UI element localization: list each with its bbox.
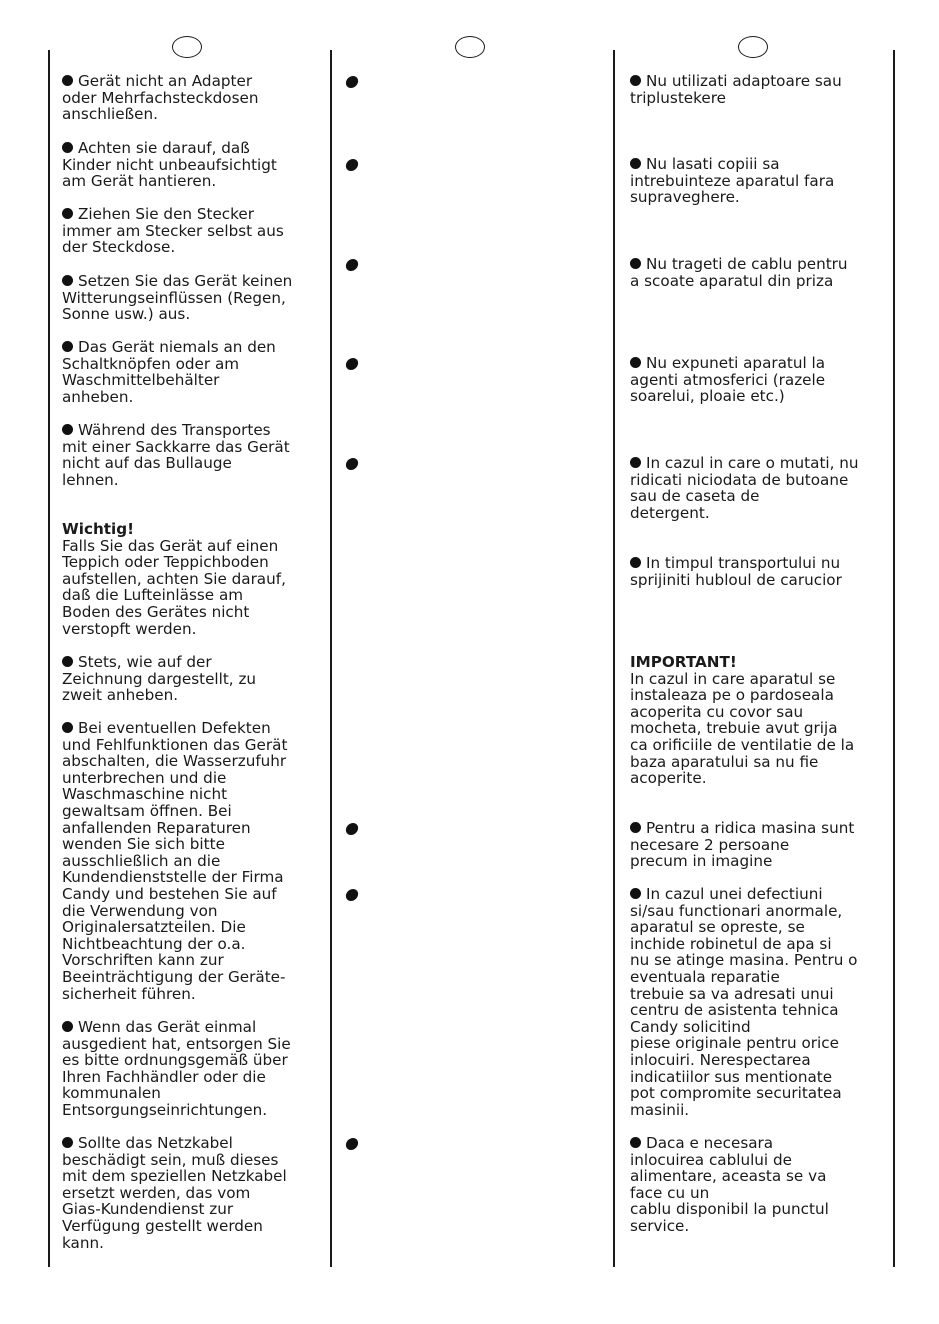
german-item: Bei eventuellen Defekten und Fehlfunktionen das Gerät abschalten, die Wasserzufuhr unterbrechen und die Waschmaschine nicht gewaltsam öffnen. Bei anfallenden Reparaturen wenden Sie sich bitte ausschließlich an die Kundendienststelle der Firma Candy und bestehen Sie auf die Verwendung von Originalersatzteilen. Die Nichtbeachtung der o.a. Vorschriften kann zur Beeinträchtigung der Geräte- sicherheit führen.	[62, 719, 288, 1003]
bullet-icon	[62, 1021, 73, 1032]
romanian-important-text: In cazul in care aparatul se instaleaza pe o pardoseala acoperita cu covor sau mocheta, trebuie avut grija ca orificiile de ventilatie de la baza aparatului sa nu fie acoperite.	[630, 669, 855, 788]
middle-bullet-icon	[345, 889, 359, 901]
column-divider-middle-left	[330, 50, 332, 1267]
middle-bullet-icon	[345, 1138, 359, 1150]
bullet-icon	[630, 457, 641, 468]
bullet-icon	[62, 656, 73, 667]
middle-bullet-icon	[345, 458, 359, 470]
romanian-item: Daca e necesara inlocuirea cablului de alimentare, aceasta se va face cu un cablu disponibil la punctul service.	[630, 1134, 829, 1235]
german-item: Während des Transportes mit einer Sackkarre das Gerät nicht auf das Bullauge lehnen.	[62, 421, 290, 489]
german-important-title: Wichtig!	[62, 520, 135, 538]
middle-bullet-icon	[345, 823, 359, 835]
column-divider-left	[48, 50, 50, 1267]
german-item: Gerät nicht an Adapter oder Mehrfachsteckdosen anschließen.	[62, 72, 259, 124]
bullet-icon	[630, 1137, 641, 1148]
language-badge-german	[172, 36, 202, 58]
bullet-icon	[630, 158, 641, 169]
romanian-important-title: IMPORTANT!	[630, 653, 737, 671]
bullet-icon	[630, 822, 641, 833]
bullet-icon	[630, 357, 641, 368]
bullet-icon	[62, 142, 73, 153]
romanian-item: In cazul unei defectiuni si/sau functionari anormale, aparatul se opreste, se inchide robinetul de apa si nu se atinge masina. Pentru o eventuala reparatie trebuie sa va adresati unui centru de asistenta tehnica Candy solicitind piese originale pentru orice inlocuiri. Nerespectarea indicatiilor sus mentionate pot compromite securitatea masinii.	[630, 885, 858, 1119]
bullet-icon	[62, 275, 73, 286]
middle-bullet-icon	[345, 259, 359, 271]
romanian-item: Nu utilizati adaptoare sau triplustekere	[630, 72, 842, 107]
romanian-item: Nu lasati copiii sa intrebuinteze aparatul fara supraveghere.	[630, 155, 835, 207]
german-important	[62, 521, 324, 637]
bullet-icon	[630, 888, 641, 899]
romanian-important	[630, 654, 892, 787]
bullet-icon	[630, 75, 641, 86]
middle-bullet-icon	[345, 76, 359, 88]
romanian-item: Nu expuneti aparatul la agenti atmosferici (razele soarelui, ploaie etc.)	[630, 354, 826, 406]
bullet-icon	[62, 341, 73, 352]
german-item: Ziehen Sie den Stecker immer am Stecker selbst aus der Steckdose.	[62, 205, 284, 257]
bullet-icon	[630, 258, 641, 269]
german-item: Das Gerät niemals an den Schaltknöpfen oder am Waschmittelbehälter anheben.	[62, 338, 276, 406]
german-item: Sollte das Netzkabel beschädigt sein, muß dieses mit dem speziellen Netzkabel ersetzt werden, das vom Gias-Kundendienst zur Verfügung gestellt werden kann.	[62, 1134, 287, 1252]
german-important-text: Falls Sie das Gerät auf einen Teppich oder Teppichboden aufstellen, achten Sie darauf, daß die Lufteinlässe am Boden des Gerätes nicht verstopft werden.	[62, 536, 286, 638]
romanian-item: Pentru a ridica masina sunt necesare 2 persoane precum in imagine	[630, 819, 855, 871]
bullet-icon	[62, 424, 73, 435]
romanian-item: In cazul in care o mutati, nu ridicati niciodata de butoane sau de caseta de detergent.	[630, 454, 859, 522]
bullet-icon	[62, 208, 73, 219]
language-badge-romanian	[738, 36, 768, 58]
middle-bullet-icon	[345, 358, 359, 370]
column-divider-right	[893, 50, 895, 1267]
bullet-icon	[62, 75, 73, 86]
german-item: Stets, wie auf der Zeichnung dargestellt, zu zweit anheben.	[62, 653, 257, 705]
romanian-item: Nu trageti de cablu pentru a scoate aparatul din priza	[630, 255, 848, 290]
bullet-icon	[62, 1137, 73, 1148]
bullet-icon	[62, 722, 73, 733]
german-item: Achten sie darauf, daß Kinder nicht unbeaufsichtigt am Gerät hantieren.	[62, 139, 277, 191]
german-item: Wenn das Gerät einmal ausgedient hat, entsorgen Sie es bitte ordnungsgemäß über Ihren Fachhändler oder die kommunalen Entsorgungseinrichtungen.	[62, 1018, 291, 1119]
bullet-icon	[630, 557, 641, 568]
german-item: Setzen Sie das Gerät keinen Witterungseinflüssen (Regen, Sonne usw.) aus.	[62, 272, 293, 324]
column-divider-middle-right	[613, 50, 615, 1267]
romanian-item: In timpul transportului nu sprijiniti hubloul de carucior	[630, 554, 842, 589]
language-badge-middle	[455, 36, 485, 58]
middle-bullet-icon	[345, 159, 359, 171]
